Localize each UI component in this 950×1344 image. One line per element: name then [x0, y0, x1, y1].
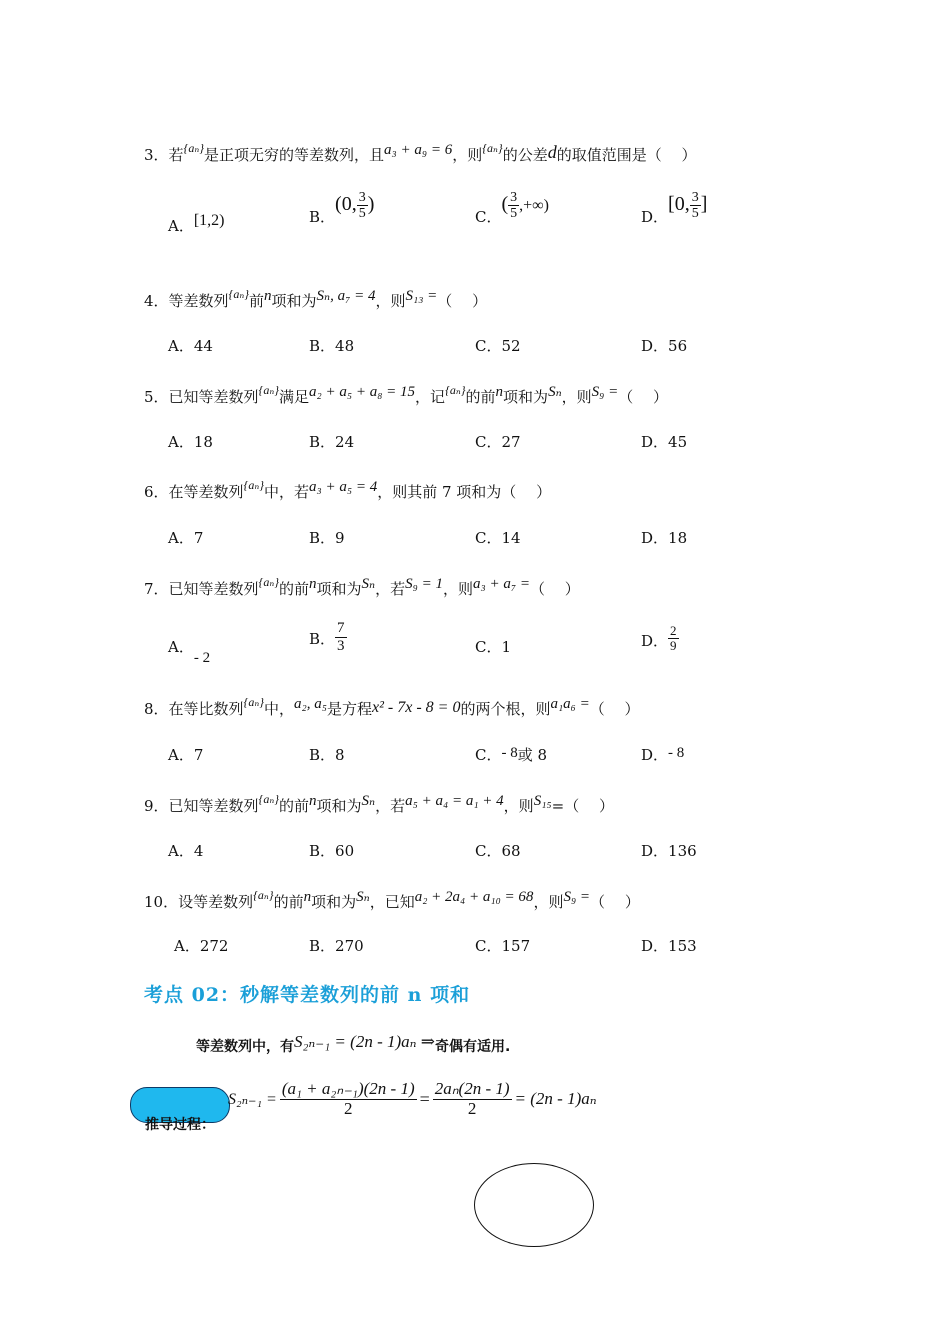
- q3-option-d[interactable]: D．[0, $\frac{3}{5}$ ]: [641, 190, 708, 226]
- section-heading: 考点 02：秒解等差数列的前 n 项和: [144, 984, 471, 1006]
- q9-option-b[interactable]: B．60: [309, 842, 355, 860]
- question-5-stem: 5．已知等差数列$^{\{a_n\}}$满足a₂ + a₅ + a₈ = 15，记$^{\{a_n\}}$的前n项和为Sₙ，则S₉ =（ ）: [144, 383, 669, 406]
- q7-option-b[interactable]: B． $\frac{7}{3}$: [309, 620, 345, 654]
- q6-option-c[interactable]: C．14: [475, 529, 521, 547]
- q8-option-a[interactable]: A．7: [168, 746, 204, 764]
- ellipse-shape: [474, 1163, 594, 1247]
- q7-option-a[interactable]: A．- 2: [168, 638, 211, 666]
- q5-option-c[interactable]: C．27: [475, 433, 521, 451]
- q6-option-b[interactable]: B．9: [309, 529, 345, 547]
- q5-option-d[interactable]: D．45: [641, 433, 688, 451]
- question-4-stem: 4．等差数列$^{\{a_n\}}$前n项和为Sₙ, a₇ = 4，则S₁₃ =（ ）: [144, 287, 488, 310]
- q10-option-d[interactable]: D．153: [641, 937, 697, 955]
- condition-formula: a₃ + a₉ = 6: [384, 142, 453, 158]
- rule-statement: 等差数列中，有S₂ₙ₋₁ = (2n - 1)aₙ ⇒奇偶有适用.: [196, 1032, 511, 1055]
- seq-notation: {aₙ}: [183, 141, 205, 155]
- q3-option-a[interactable]: A．[1,2): [168, 212, 225, 235]
- q6-option-d[interactable]: D．18: [641, 529, 688, 547]
- q4-option-c[interactable]: C．52: [475, 337, 521, 355]
- q9-option-d[interactable]: D．136: [641, 842, 697, 860]
- question-10-stem: 10．设等差数列$^{\{a_n\}}$的前n项和为Sₙ，已知a₂ + 2a₄ + a₁₀ = 68，则S₉ =（ ）: [144, 888, 640, 911]
- q3-option-c[interactable]: C．( $\frac{3}{5}$ ,+∞): [475, 190, 549, 226]
- q10-option-a[interactable]: A．272: [174, 937, 229, 955]
- q9-option-a[interactable]: A．4: [168, 842, 204, 860]
- q3-option-b[interactable]: B．(0, $\frac{3}{5}$ ): [309, 190, 375, 226]
- q8-option-d[interactable]: D．- 8: [641, 745, 685, 764]
- question-9-stem: 9．已知等差数列$^{\{a_n\}}$的前n项和为Sₙ，若a₅ + a₄ = a₁ + 4，则S₁₅=（ ）: [144, 792, 614, 815]
- derivation-formula: S₂ₙ₋₁ = $\frac{\text{(a₁ + a₂ₙ₋₁)(2n - 1)}}{2}$ = $\frac{\text{2aₙ(2n - 1)}}{2}$ = (2n - 1)aₙ: [228, 1079, 597, 1118]
- q10-option-b[interactable]: B．270: [309, 937, 364, 955]
- q7-option-d[interactable]: D． $\frac{2}{9}$: [641, 623, 677, 654]
- question-8-stem: 8．在等比数列$^{\{a_n\}}$中，a₂, a₅是方程x² - 7x - 8 = 0的两个根，则a₁a₆ =（ ）: [144, 695, 640, 718]
- q4-option-a[interactable]: A．44: [168, 337, 213, 355]
- q8-option-b[interactable]: B．8: [309, 746, 345, 764]
- q4-option-b[interactable]: B．48: [309, 337, 355, 355]
- question-7-stem: 7．已知等差数列$^{\{a_n\}}$的前n项和为Sₙ，若S₉ = 1，则a₃ + a₇ =（ ）: [144, 575, 580, 598]
- q4-option-d[interactable]: D．56: [641, 337, 688, 355]
- question-3-stem: 3．若$^{\{a_n\}}$是正项无穷的等差数列，且a₃ + a₉ = 6，则$^{\{a_n\}}$的公差d的取值范围是（ ）: [144, 141, 697, 164]
- derivation-label: 推导过程：: [145, 1117, 215, 1133]
- question-6-stem: 6．在等差数列$^{\{a_n\}}$中，若a₃ + a₅ = 4，则其前 7 项和为（ ）: [144, 478, 552, 501]
- rule-formula: S₂ₙ₋₁ = (2n - 1)aₙ ⇒: [294, 1032, 436, 1051]
- q5-option-b[interactable]: B．24: [309, 433, 355, 451]
- q5-option-a[interactable]: A．18: [168, 433, 213, 451]
- q8-option-c[interactable]: C．- 8或 8: [475, 745, 548, 764]
- q9-option-c[interactable]: C．68: [475, 842, 521, 860]
- q10-option-c[interactable]: C．157: [475, 937, 531, 955]
- q7-option-c[interactable]: C．1: [475, 638, 512, 656]
- q6-option-a[interactable]: A．7: [168, 529, 204, 547]
